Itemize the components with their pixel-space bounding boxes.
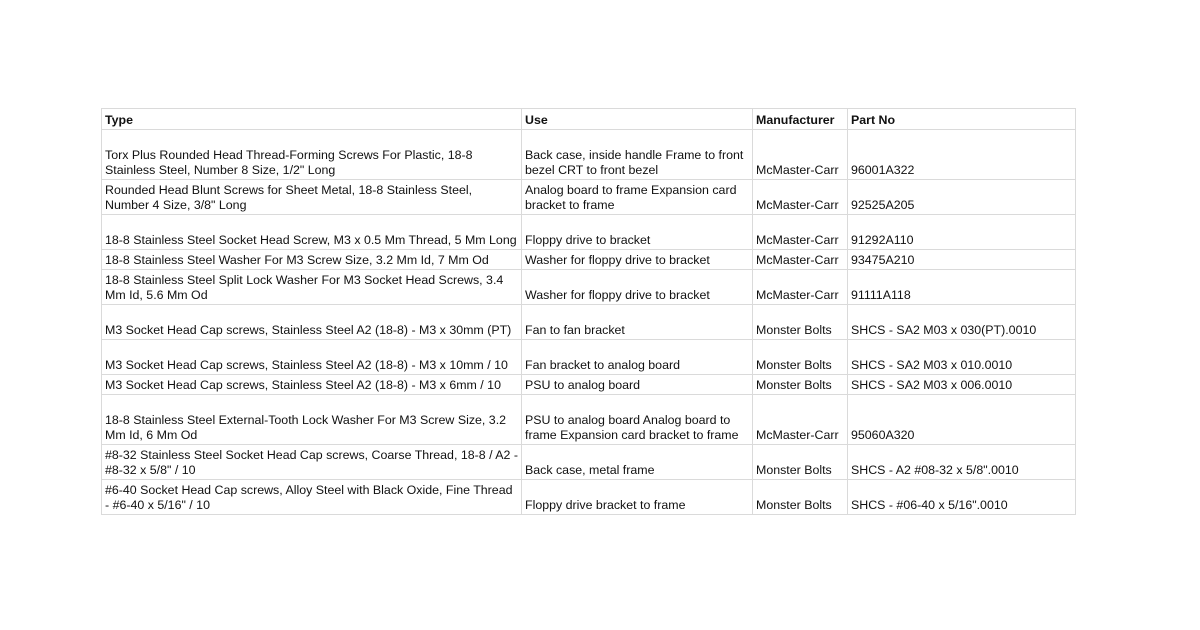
cell-manufacturer: McMaster-Carr xyxy=(753,270,848,305)
cell-use: Analog board to frame Expansion card bracket to frame xyxy=(522,180,753,215)
cell-manufacturer: Monster Bolts xyxy=(753,375,848,395)
table-row xyxy=(102,480,1076,515)
cell-manufacturer: Monster Bolts xyxy=(753,305,848,340)
cell-part-no: 93475A210 xyxy=(848,250,1076,270)
cell-part-no: SHCS - SA2 M03 x 010.0010 xyxy=(848,340,1076,375)
cell-part-no: 92525A205 xyxy=(848,180,1076,215)
cell-manufacturer: McMaster-Carr xyxy=(753,215,848,250)
cell-manufacturer: McMaster-Carr xyxy=(753,180,848,215)
table-row xyxy=(102,215,1076,250)
cell-manufacturer: Monster Bolts xyxy=(753,480,848,515)
cell-type: M3 Socket Head Cap screws, Stainless Steel A2 (18-8) - M3 x 10mm / 10 xyxy=(102,340,522,375)
cell-part-no: 96001A322 xyxy=(848,130,1076,180)
header-row xyxy=(102,109,1076,130)
table-row xyxy=(102,340,1076,375)
cell-type: 18-8 Stainless Steel Split Lock Washer For M3 Socket Head Screws, 3.4 Mm Id, 5.6 Mm Od xyxy=(102,270,522,305)
cell-type: M3 Socket Head Cap screws, Stainless Steel A2 (18-8) - M3 x 30mm (PT) xyxy=(102,305,522,340)
table-row xyxy=(102,445,1076,480)
cell-manufacturer: Monster Bolts xyxy=(753,340,848,375)
cell-use: Back case, inside handle Frame to front bezel CRT to front bezel xyxy=(522,130,753,180)
cell-part-no: SHCS - #06-40 x 5/16".0010 xyxy=(848,480,1076,515)
cell-use: Washer for floppy drive to bracket xyxy=(522,270,753,305)
cell-type: #6-40 Socket Head Cap screws, Alloy Steel with Black Oxide, Fine Thread - #6-40 x 5/16" / 10 xyxy=(102,480,522,515)
parts-table xyxy=(101,108,1076,515)
cell-use: Fan bracket to analog board xyxy=(522,340,753,375)
cell-use: Floppy drive bracket to frame xyxy=(522,480,753,515)
cell-type: Torx Plus Rounded Head Thread-Forming Screws For Plastic, 18-8 Stainless Steel, Number 8 Size, 1/2" Long xyxy=(102,130,522,180)
cell-type: Rounded Head Blunt Screws for Sheet Metal, 18-8 Stainless Steel, Number 4 Size, 3/8" Long xyxy=(102,180,522,215)
cell-part-no: 91292A110 xyxy=(848,215,1076,250)
header-manufacturer: Manufacturer xyxy=(753,109,848,130)
table-row xyxy=(102,375,1076,395)
cell-type: M3 Socket Head Cap screws, Stainless Steel A2 (18-8) - M3 x 6mm / 10 xyxy=(102,375,522,395)
cell-part-no: SHCS - A2 #08-32 x 5/8".0010 xyxy=(848,445,1076,480)
table-row xyxy=(102,270,1076,305)
cell-type: 18-8 Stainless Steel Socket Head Screw, M3 x 0.5 Mm Thread, 5 Mm Long xyxy=(102,215,522,250)
cell-use: Washer for floppy drive to bracket xyxy=(522,250,753,270)
table-row xyxy=(102,130,1076,180)
cell-part-no: 95060A320 xyxy=(848,395,1076,445)
cell-type: 18-8 Stainless Steel Washer For M3 Screw Size, 3.2 Mm Id, 7 Mm Od xyxy=(102,250,522,270)
cell-use: Floppy drive to bracket xyxy=(522,215,753,250)
cell-part-no: 91111A118 xyxy=(848,270,1076,305)
cell-manufacturer: McMaster-Carr xyxy=(753,395,848,445)
cell-use: Fan to fan bracket xyxy=(522,305,753,340)
header-type: Type xyxy=(102,109,522,130)
cell-part-no: SHCS - SA2 M03 x 030(PT).0010 xyxy=(848,305,1076,340)
cell-part-no: SHCS - SA2 M03 x 006.0010 xyxy=(848,375,1076,395)
cell-manufacturer: McMaster-Carr xyxy=(753,250,848,270)
cell-type: 18-8 Stainless Steel External-Tooth Lock Washer For M3 Screw Size, 3.2 Mm Id, 6 Mm Od xyxy=(102,395,522,445)
cell-use: PSU to analog board Analog board to frame Expansion card bracket to frame xyxy=(522,395,753,445)
table-row xyxy=(102,180,1076,215)
cell-type: #8-32 Stainless Steel Socket Head Cap screws, Coarse Thread, 18-8 / A2 - #8-32 x 5/8" / 10 xyxy=(102,445,522,480)
cell-manufacturer: Monster Bolts xyxy=(753,445,848,480)
table-row xyxy=(102,305,1076,340)
table-row xyxy=(102,395,1076,445)
header-part-no: Part No xyxy=(848,109,1076,130)
cell-use: PSU to analog board xyxy=(522,375,753,395)
table-row xyxy=(102,250,1076,270)
cell-use: Back case, metal frame xyxy=(522,445,753,480)
header-use: Use xyxy=(522,109,753,130)
cell-manufacturer: McMaster-Carr xyxy=(753,130,848,180)
